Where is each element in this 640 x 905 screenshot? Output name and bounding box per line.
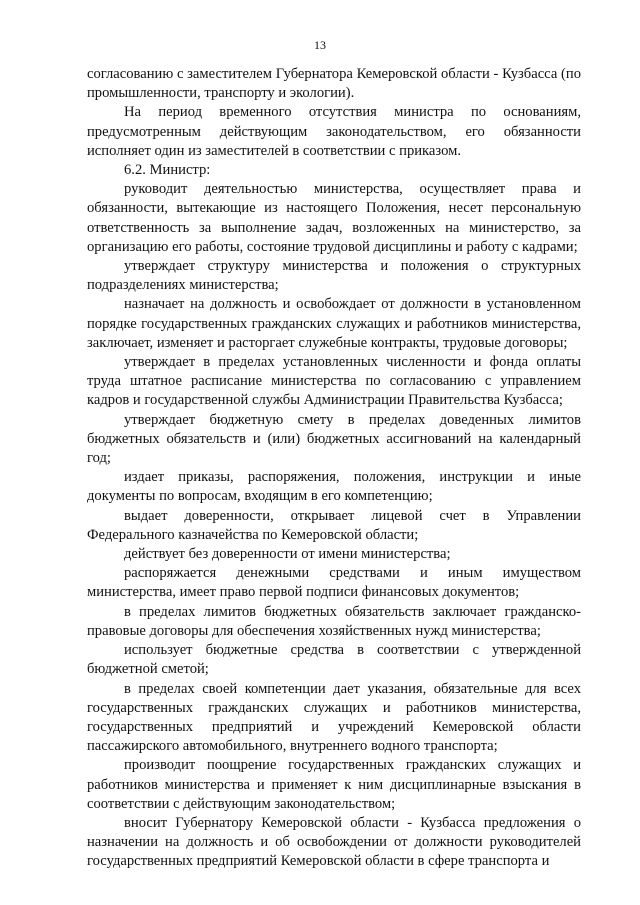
paragraph: в пределах своей компетенции дает указания, обязательные для всех государственных гражданских служащих и работников министерства, государственных предприятий и учреждений Кемеровской области пассажирского автомобильного, внутреннего водного транспорта; xyxy=(87,680,581,755)
paragraph: вносит Губернатору Кемеровской области - Кузбасса предложения о назначении на должность и об освобождении от должности руководителей государственных предприятий Кемеровской области в сфере транспорта и xyxy=(87,814,581,870)
paragraph: издает приказы, распоряжения, положения, инструкции и иные документы по вопросам, входящим в его компетенцию; xyxy=(87,469,581,505)
paragraph: утверждает структуру министерства и положения о структурных подразделениях министерства; xyxy=(87,258,581,294)
paragraph: согласованию с заместителем Губернатора Кемеровской области - Кузбасса (по промышленности, транспорту и экологии). xyxy=(87,66,581,102)
paragraph: производит поощрение государственных гражданских служащих и работников министерства и применяет к ним дисциплинарные взыскания в соответствии с действующим законодательством; xyxy=(87,757,581,812)
paragraph: выдает доверенности, открывает лицевой счет в Управлении Федерального казначейства по Кемеровской области; xyxy=(87,507,581,543)
paragraph: в пределах лимитов бюджетных обязательств заключает гражданско-правовые договоры для обеспечения хозяйственных нужд министерства; xyxy=(87,603,581,639)
paragraph: распоряжается денежными средствами и иным имуществом министерства, имеет право первой подписи финансовых документов; xyxy=(87,565,581,601)
paragraph: использует бюджетные средства в соответствии с утвержденной бюджетной сметой; xyxy=(87,642,581,678)
paragraph: назначает на должность и освобождает от должности в установленном порядке государственных гражданских служащих и работников министерства, заключает, изменяет и расторгает служебные контракты, трудовые договоры; xyxy=(87,296,581,351)
paragraph: действует без доверенности от имени министерства; xyxy=(124,546,451,563)
page-number: 13 xyxy=(314,38,326,52)
paragraph: утверждает в пределах установленных численности и фонда оплаты труда штатное расписание министерства по согласованию с управлением кадров и государственной службы Администрации Правительства Кузбасса; xyxy=(87,354,581,409)
section-heading: 6.2. Министр: xyxy=(124,162,211,179)
paragraph: На период временного отсутствия министра по основаниям, предусмотренным действующим законодательством, его обязанности исполняет один из заместителей в соответствии с приказом. xyxy=(87,104,581,159)
paragraph: руководит деятельностью министерства, осуществляет права и обязанности, вытекающие из настоящего Положения, несет персональную ответственность за выполнение задач, возложенных на министерство, за организацию его работы, состояние трудовой дисциплины и работу с кадрами; xyxy=(87,181,581,255)
paragraph: утверждает бюджетную смету в пределах доведенных лимитов бюджетных обязательств и (или) бюджетных ассигнований на календарный год; xyxy=(87,411,581,467)
document-body xyxy=(87,65,581,872)
